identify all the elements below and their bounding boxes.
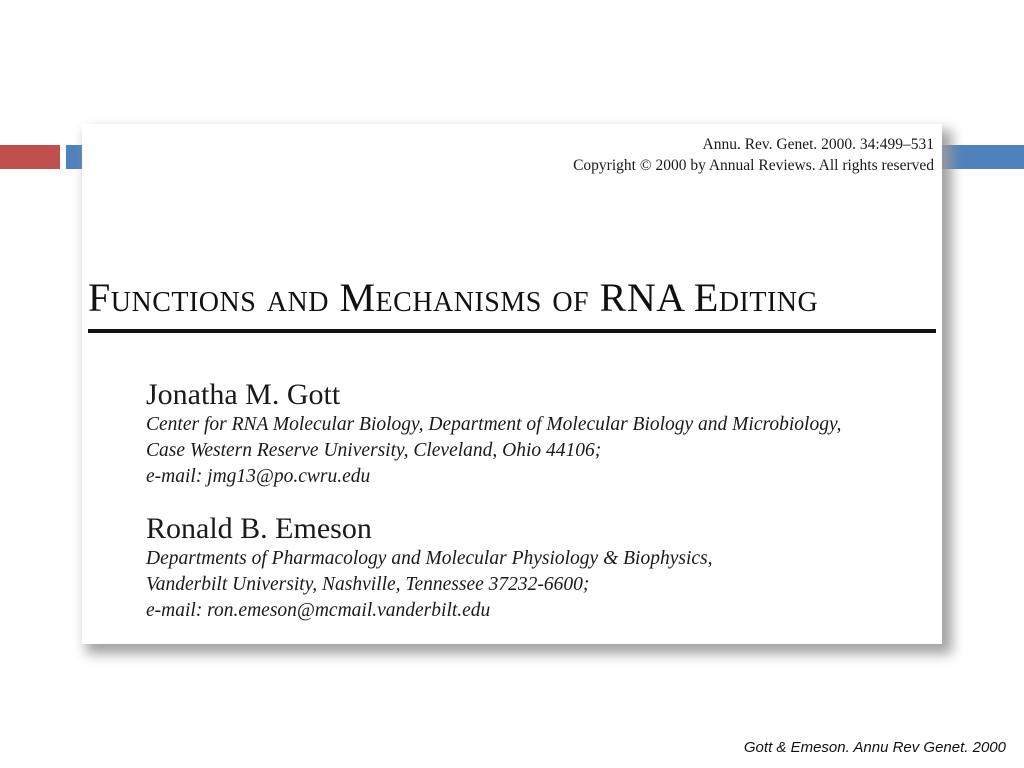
citation-line-2: Copyright © 2000 by Annual Reviews. All rights reserved <box>573 157 934 174</box>
author-block-2 <box>146 512 713 624</box>
author-email: e-mail: jmg13@po.cwru.edu <box>146 466 371 487</box>
author-name: Jonatha M. Gott <box>146 378 341 411</box>
author-block-1 <box>146 378 841 490</box>
slide-caption: Gott & Emeson. Annu Rev Genet. 2000 <box>743 739 1006 756</box>
accent-bar-red <box>0 145 60 169</box>
author-name: Ronald B. Emeson <box>146 512 372 545</box>
citation-line-1: Annu. Rev. Genet. 2000. 34:499–531 <box>702 136 934 153</box>
paper-image <box>82 124 942 644</box>
author-email: e-mail: ron.emeson@mcmail.vanderbilt.edu <box>146 600 491 621</box>
paper-title: Functions and Mechanisms of RNA Editing <box>88 275 819 320</box>
title-rule <box>88 329 936 333</box>
author-affiliation: Departments of Pharmacology and Molecular Physiology & Biophysics, <box>146 548 713 569</box>
author-affiliation: Vanderbilt University, Nashville, Tennessee 37232-6600; <box>146 574 590 595</box>
author-affiliation: Center for RNA Molecular Biology, Department of Molecular Biology and Microbiology, <box>146 414 842 435</box>
journal-citation <box>573 134 934 176</box>
author-affiliation: Case Western Reserve University, Cleveland, Ohio 44106; <box>146 440 602 461</box>
